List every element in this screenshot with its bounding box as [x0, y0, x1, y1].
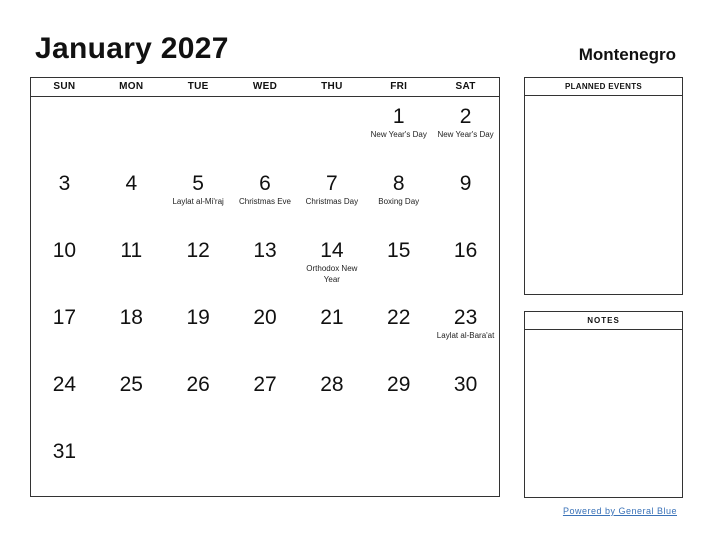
day-number: 26	[186, 373, 210, 396]
day-number: 2	[459, 105, 472, 128]
day-number: 1	[392, 105, 405, 128]
day-number: 20	[253, 306, 277, 329]
day-cell	[432, 298, 499, 365]
day-cell	[365, 97, 432, 164]
day-cell	[98, 97, 165, 164]
day-number: 10	[52, 239, 77, 262]
day-cell	[365, 432, 432, 499]
weekday-mon: MON	[119, 81, 144, 92]
day-cell	[165, 365, 232, 432]
week-row	[31, 432, 499, 499]
page-title: January 2027	[35, 32, 229, 65]
day-cell	[365, 164, 432, 231]
notes-panel[interactable]	[524, 311, 683, 498]
day-cell	[98, 298, 165, 365]
weekday-sun: SUN	[53, 81, 76, 92]
week-row	[31, 365, 499, 432]
day-cell	[165, 97, 232, 164]
week-row	[31, 231, 499, 298]
weekday-fri: FRI	[390, 81, 408, 92]
day-cell	[298, 365, 365, 432]
weekday-header-row	[31, 78, 499, 97]
day-cell	[298, 164, 365, 231]
day-cell	[298, 231, 365, 298]
day-cell	[31, 432, 98, 499]
day-number: 17	[52, 306, 77, 329]
day-cell	[98, 231, 165, 298]
day-number: 30	[453, 373, 478, 396]
day-number: 18	[119, 306, 143, 329]
day-cell	[432, 164, 499, 231]
day-number: 19	[186, 306, 210, 329]
day-cell	[31, 97, 98, 164]
day-number: 27	[253, 373, 277, 396]
day-number: 16	[453, 239, 478, 262]
day-cell	[165, 432, 232, 499]
day-cell	[232, 432, 299, 499]
day-number: 11	[120, 239, 143, 262]
holiday-label: Orthodox New Year	[306, 264, 358, 284]
week-row	[31, 97, 499, 164]
day-number: 29	[387, 373, 411, 396]
day-number: 5	[192, 172, 204, 195]
day-number: 22	[387, 306, 411, 329]
day-cell	[432, 432, 499, 499]
day-cell	[298, 97, 365, 164]
planned-events-heading: PLANNED EVENTS	[525, 78, 682, 96]
day-number: 31	[52, 440, 77, 463]
planned-events-panel[interactable]	[524, 77, 683, 295]
day-number: 21	[320, 306, 344, 329]
country-name: Montenegro	[578, 45, 676, 64]
day-cell	[165, 231, 232, 298]
day-cell	[232, 97, 299, 164]
day-cell	[232, 164, 299, 231]
day-cell	[165, 164, 232, 231]
holiday-label: Christmas Day	[305, 197, 359, 206]
week-row	[31, 298, 499, 365]
day-cell	[365, 365, 432, 432]
holiday-label: Christmas Eve	[238, 197, 291, 206]
calendar-grid	[30, 77, 500, 497]
holiday-label: Laylat al-Bara'at	[436, 331, 495, 340]
day-cell	[98, 432, 165, 499]
day-cell	[432, 365, 499, 432]
day-number: 9	[459, 172, 472, 195]
day-number: 28	[320, 373, 344, 396]
weekday-wed: WED	[252, 81, 278, 92]
day-number: 24	[52, 373, 77, 396]
notes-heading: NOTES	[525, 312, 682, 330]
day-number: 25	[119, 373, 143, 396]
holiday-label: Laylat al-Mi'raj	[172, 197, 224, 206]
holiday-label: New Year's Day	[370, 130, 427, 139]
day-cell	[31, 231, 98, 298]
day-cell	[298, 432, 365, 499]
calendar-weeks	[31, 97, 499, 499]
day-cell	[98, 164, 165, 231]
day-number: 23	[453, 306, 478, 329]
day-cell	[232, 365, 299, 432]
weekday-sat: SAT	[455, 81, 476, 92]
day-cell	[365, 231, 432, 298]
day-cell	[232, 231, 299, 298]
day-number: 3	[58, 172, 71, 195]
day-number: 4	[125, 172, 138, 195]
day-cell	[31, 298, 98, 365]
day-cell	[232, 298, 299, 365]
day-cell	[298, 298, 365, 365]
holiday-label: New Year's Day	[437, 130, 494, 139]
day-cell	[31, 365, 98, 432]
day-number: 6	[259, 172, 271, 195]
week-row	[31, 164, 499, 231]
weekday-tue: TUE	[187, 81, 209, 92]
day-cell	[98, 365, 165, 432]
day-cell	[165, 298, 232, 365]
day-cell	[432, 97, 499, 164]
weekday-thu: THU	[321, 81, 343, 92]
day-cell	[365, 298, 432, 365]
day-cell	[432, 231, 499, 298]
powered-by-link[interactable]: Powered by General Blue	[562, 506, 677, 516]
day-number: 13	[253, 239, 277, 262]
day-number: 8	[392, 172, 405, 195]
day-number: 7	[326, 172, 338, 195]
day-number: 12	[186, 239, 210, 262]
day-number: 14	[320, 239, 344, 262]
day-cell	[31, 164, 98, 231]
holiday-label: Boxing Day	[378, 197, 420, 206]
day-number: 15	[387, 239, 411, 262]
